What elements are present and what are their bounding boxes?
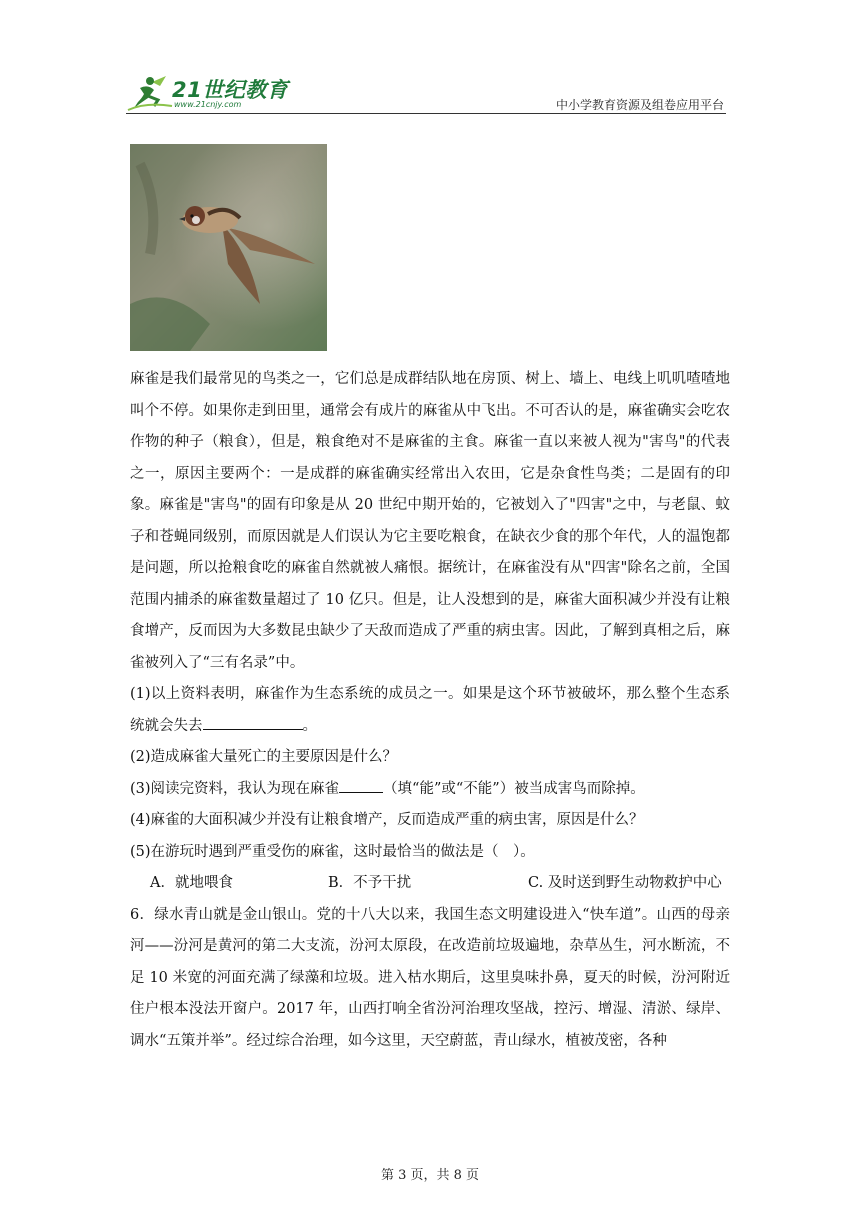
option-a[interactable]: A．就地喂食 [150, 875, 233, 891]
question-1 [130, 679, 730, 742]
logo [126, 72, 296, 112]
question-3-pre: (3)阅读完资料，我认为现在麻雀 [130, 780, 340, 797]
logo-url: www.21cnjy.com [174, 100, 242, 109]
question-2: (2)造成麻雀大量死亡的主要原因是什么？ [130, 749, 398, 765]
question-1-end: 。 [302, 717, 317, 734]
passage-text: 麻雀是我们最常见的鸟类之一，它们总是成群结队地在房顶、树上、墙上、电线上叽叽喳喳地叫个不停。如果你走到田里，通常会有成片的麻雀从中飞出。不可否认的是，麻雀确实会吃农作物的种子（粮食），但是，粮食绝对不是麻雀的主食。麻雀一直以来被人视为"害鸟"的代表之一，原因主要两个：一是成群的麻雀确实经常出入农田，它是杂食性鸟类；二是固有的印象。麻雀是"害鸟"的固有印象是从 20 世纪中期开始的，它被划入了"四害"之中，与老鼠、蚊子和苍蝇同级别，而原因就是人们误认为它主要吃粮食，在缺衣少食的那个年代，人的温饱都是问题，所以抢粮食吃的麻雀自然就被人痛恨。据统计，在麻雀没有从"四害"除名之前，全国范围内捕杀的麻雀数量超过了 10 亿只。但是，让人没想到的是，麻雀大面积减少并没有让粮食增产，反而因为大多数昆虫缺少了天敌而造成了严重的病虫害。因此，了解到真相之后，麻雀被列入了“三有名录”中。 [130, 371, 730, 671]
answer-blank-3[interactable] [339, 778, 383, 793]
question-4: (4)麻雀的大面积减少并没有让粮食增产，反而造成严重的病虫害，原因是什么？ [130, 812, 644, 828]
answer-blank-1[interactable] [203, 715, 303, 730]
question-5-options [130, 868, 730, 900]
logo-text: 21世纪教育 [172, 78, 289, 102]
page-number: 第 3 页，共 8 页 [380, 1168, 480, 1183]
runner-logo-icon [126, 72, 176, 112]
header-divider [126, 113, 726, 114]
question-5: (5)在游玩时遇到严重受伤的麻雀，这时最恰当的做法是（ ）。 [130, 843, 535, 860]
question-1-text: (1)以上资料表明，麻雀作为生态系统的成员之一。如果是这个环节被破坏，那么整个生态系统就会失去 [130, 686, 730, 734]
option-c[interactable]: C. 及时送到野生动物救护中心 [528, 875, 722, 891]
question-6-text: 6．绿水青山就是金山银山。党的十八大以来，我国生态文明建设进入“快车道”。山西的母亲河——汾河是黄河的第二大支流，汾河太原段，在改造前垃圾遍地，杂草丛生，河水断流，不足 10 米宽的河面充满了绿藻和垃圾。进入枯水期后，这里臭味扑鼻，夏天的时候，汾河附近住户根本没法开窗户。2017 年，山西打响全省汾河治理攻坚战，控污、增湿、清淤、绿岸、调水“五策并举”。经过综合治理，如今这里，天空蔚蓝，青山绿水，植被茂密，各种 [130, 906, 730, 1049]
question-3-post: （填“能”或“不能”）被当成害鸟而除掉。 [383, 780, 645, 797]
sparrow-photo [130, 144, 327, 351]
question-3 [130, 774, 730, 806]
question-content [130, 364, 730, 1057]
platform-name: 中小学教育资源及组卷应用平台 [555, 98, 724, 112]
page-header [126, 66, 726, 114]
option-b[interactable]: B．不予干扰 [328, 875, 412, 891]
